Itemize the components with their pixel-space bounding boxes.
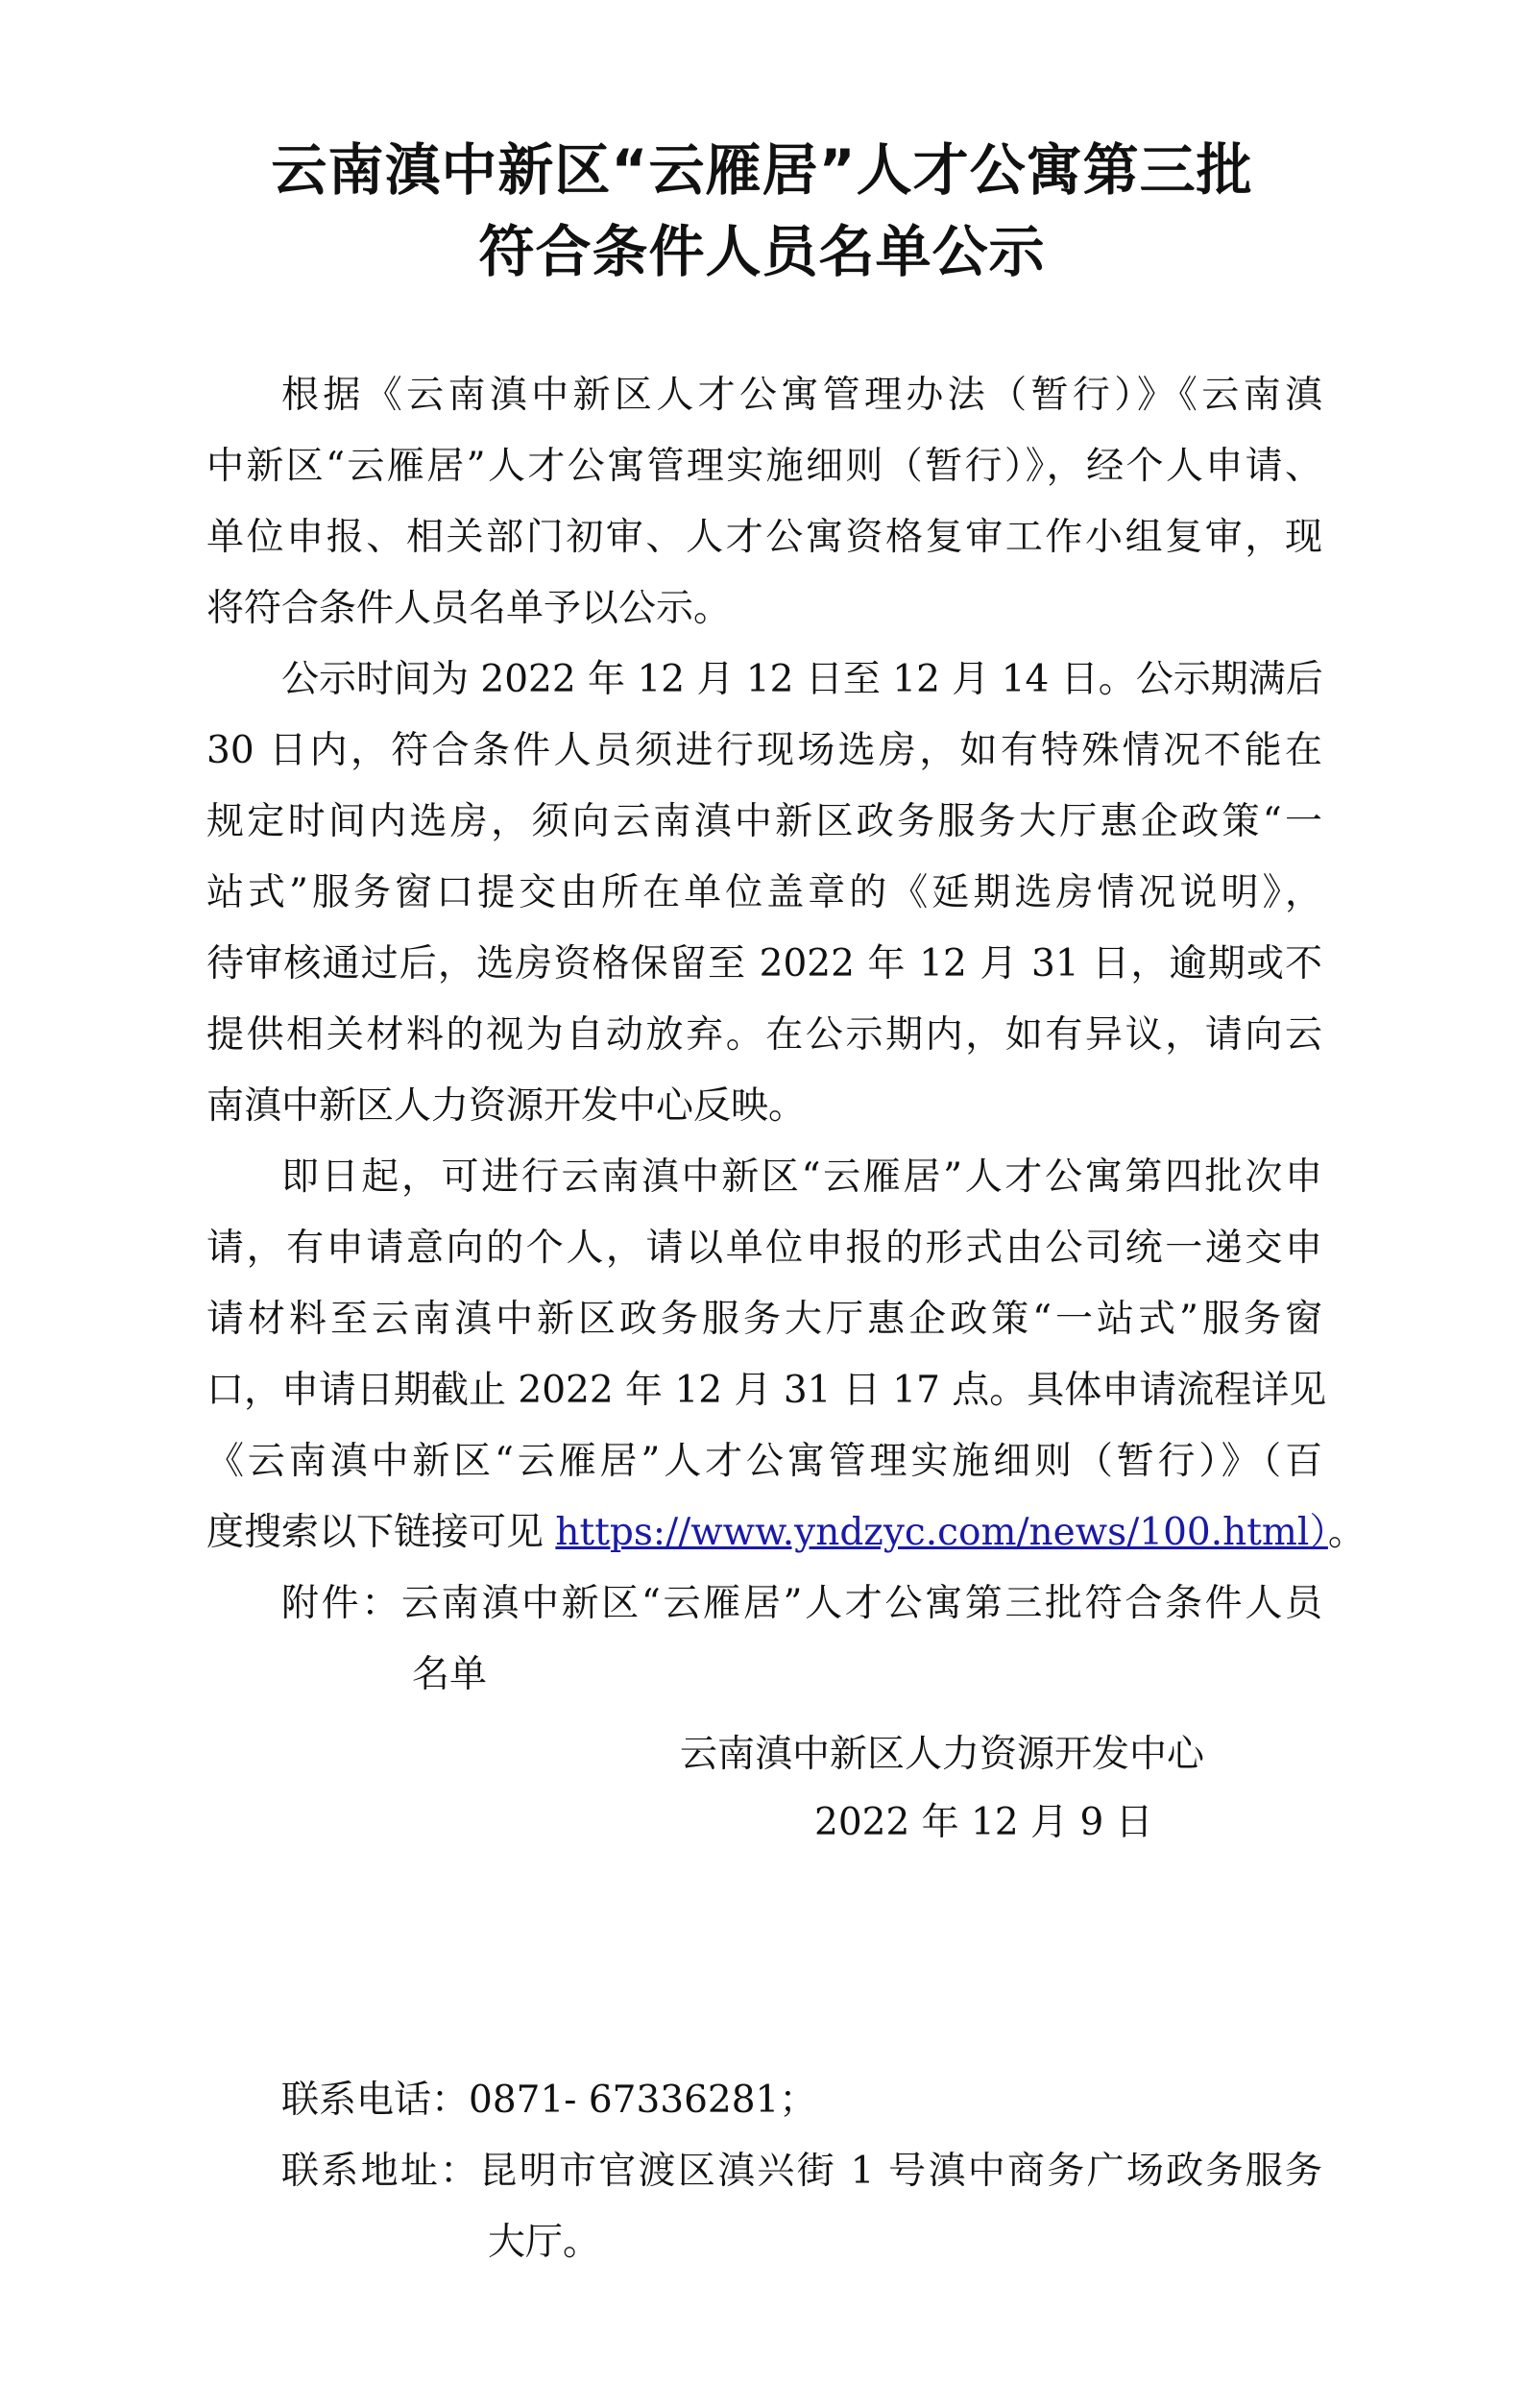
paragraph-3-last-line (206, 1511, 1366, 1554)
paragraph-2-line: 站式”服务窗口提交由所在单位盖章的《延期选房情况说明》， (206, 871, 1322, 914)
paragraph-3-line: 《云南滇中新区“云雁居”人才公寓管理实施细则（暂行）》（百 (206, 1440, 1322, 1483)
paragraph-2-line: 南滇中新区人力资源开发中心反映。 (206, 1084, 807, 1128)
paragraph-2-line: 提供相关材料的视为自动放弃。在公示期内，如有异议，请向云 (206, 1013, 1322, 1057)
paragraph-2-line: 规定时间内选房，须向云南滇中新区政务服务大厅惠企政策“一 (206, 800, 1322, 843)
attachment-line: 名单 (412, 1653, 488, 1696)
link-suffix-text: 。 (1327, 1511, 1366, 1554)
paragraph-1-line: 将符合条件人员名单予以公示。 (206, 587, 732, 630)
contact-address: 联系地址：昆明市官渡区滇兴街 1 号滇中商务广场政务服务 (281, 2150, 1322, 2193)
paragraph-2-line: 30 日内，符合条件人员须进行现场选房，如有特殊情况不能在 (206, 729, 1322, 772)
paragraph-3-line: 请材料至云南滇中新区政务服务大厅惠企政策“一站式”服务窗 (206, 1298, 1322, 1341)
paragraph-1-line: 中新区“云雁居”人才公寓管理实施细则（暂行）》，经个人申请、 (206, 445, 1322, 488)
paragraph-3-line: 请，有申请意向的个人，请以单位申报的形式由公司统一递交申 (206, 1227, 1322, 1270)
paragraph-2-line: 待审核通过后，选房资格保留至 2022 年 12 月 31 日，逾期或不 (206, 942, 1322, 985)
paragraph-1-line: 根据《云南滇中新区人才公寓管理办法（暂行）》《云南滇 (281, 374, 1322, 417)
document-title-line2: 符合条件人员名单公示 (478, 219, 1046, 284)
paragraph-2-line: 公示时间为 2022 年 12 月 12 日至 12 月 14 日。公示期满后 (281, 658, 1323, 701)
paragraph-1-line: 单位申报、相关部门初审、人才公寓资格复审工作小组复审，现 (206, 516, 1322, 559)
signature-organization: 云南滇中新区人力资源开发中心 (680, 1733, 1205, 1776)
contact-phone: 联系电话：0871- 67336281； (281, 2079, 817, 2122)
paragraph-3-line: 即日起，可进行云南滇中新区“云雁居”人才公寓第四批次申 (281, 1155, 1322, 1199)
paragraph-3-line: 口，申请日期截止 2022 年 12 月 31 日 17 点。具体申请流程详见 (206, 1369, 1327, 1412)
signature-date: 2022 年 12 月 9 日 (814, 1801, 1153, 1844)
contact-address: 大厅。 (488, 2221, 601, 2264)
attachment-line: 附件：云南滇中新区“云雁居”人才公寓第三批符合条件人员 (281, 1582, 1322, 1625)
link-prefix-text: 度搜索以下链接可见 (206, 1511, 556, 1554)
news-link[interactable]: https://www.yndzyc.com/news/100.html） (555, 1511, 1328, 1554)
document-title-line1: 云南滇中新区“云雁居”人才公寓第三批 (271, 137, 1253, 203)
